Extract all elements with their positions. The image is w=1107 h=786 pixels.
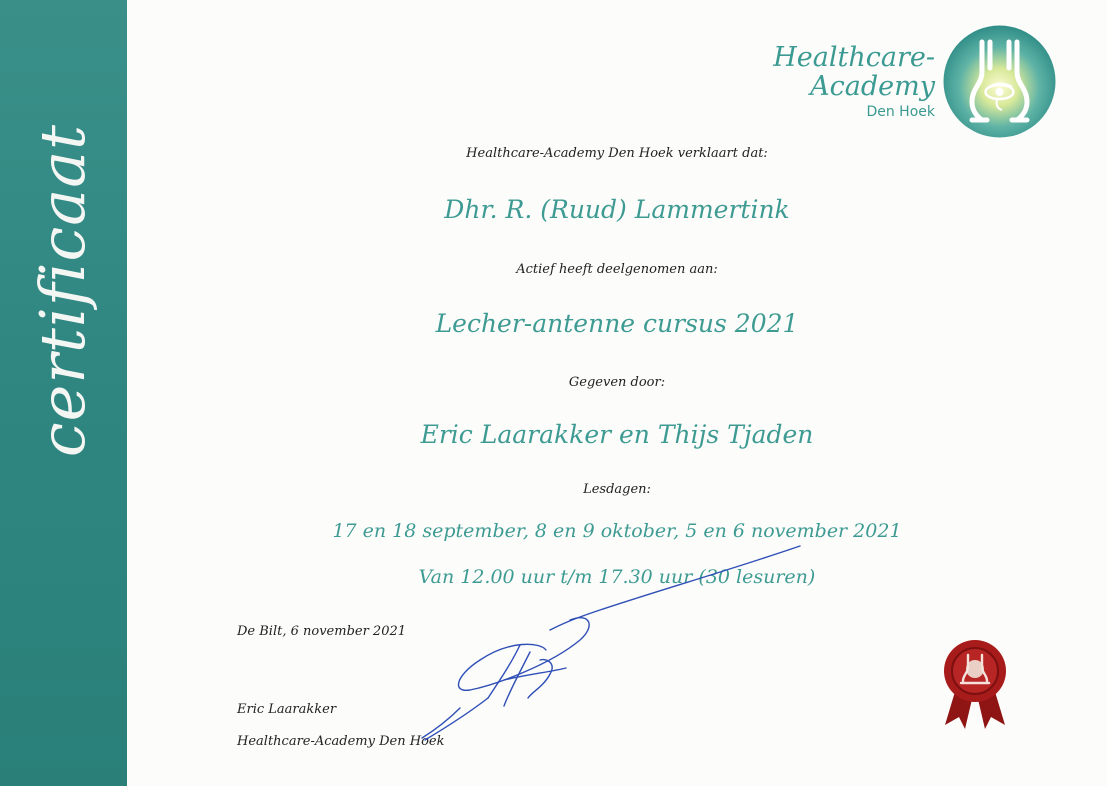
lesson-hours: Van 12.00 uur t/m 17.30 uur (30 lesuren) [418, 566, 816, 588]
side-band [0, 0, 127, 786]
lesson-days: 17 en 18 september, 8 en 9 oktober, 5 en 6 november 2021 [332, 520, 902, 542]
logo-line-1: Healthcare- [773, 42, 935, 73]
side-band-label: certificaat [26, 123, 100, 457]
logo-text [773, 44, 935, 119]
wax-seal-icon [935, 635, 1015, 730]
logo-line-2: Academy [810, 71, 935, 102]
place-date: De Bilt, 6 november 2021 [237, 624, 407, 639]
course-title: Lecher-antenne cursus 2021 [435, 309, 799, 338]
lesson-days-label: Lesdagen: [583, 482, 651, 497]
logo-line-3: Den Hoek [866, 104, 935, 120]
signature-icon [400, 540, 820, 750]
participation-text: Actief heeft deelgenomen aan: [516, 262, 718, 277]
intro-text: Healthcare-Academy Den Hoek verklaart dat: [466, 146, 768, 161]
side-band-label-wrap [8, 123, 118, 457]
recipient-name: Dhr. R. (Ruud) Lammertink [444, 195, 790, 224]
instructors: Eric Laarakker en Thijs Tjaden [420, 420, 814, 449]
academy-logo [773, 22, 1057, 142]
given-by-label: Gegeven door: [568, 375, 666, 390]
signer-organization: Healthcare-Academy Den Hoek [237, 734, 445, 749]
logo-emblem-icon [942, 24, 1057, 139]
signer-name: Eric Laarakker [237, 702, 337, 717]
